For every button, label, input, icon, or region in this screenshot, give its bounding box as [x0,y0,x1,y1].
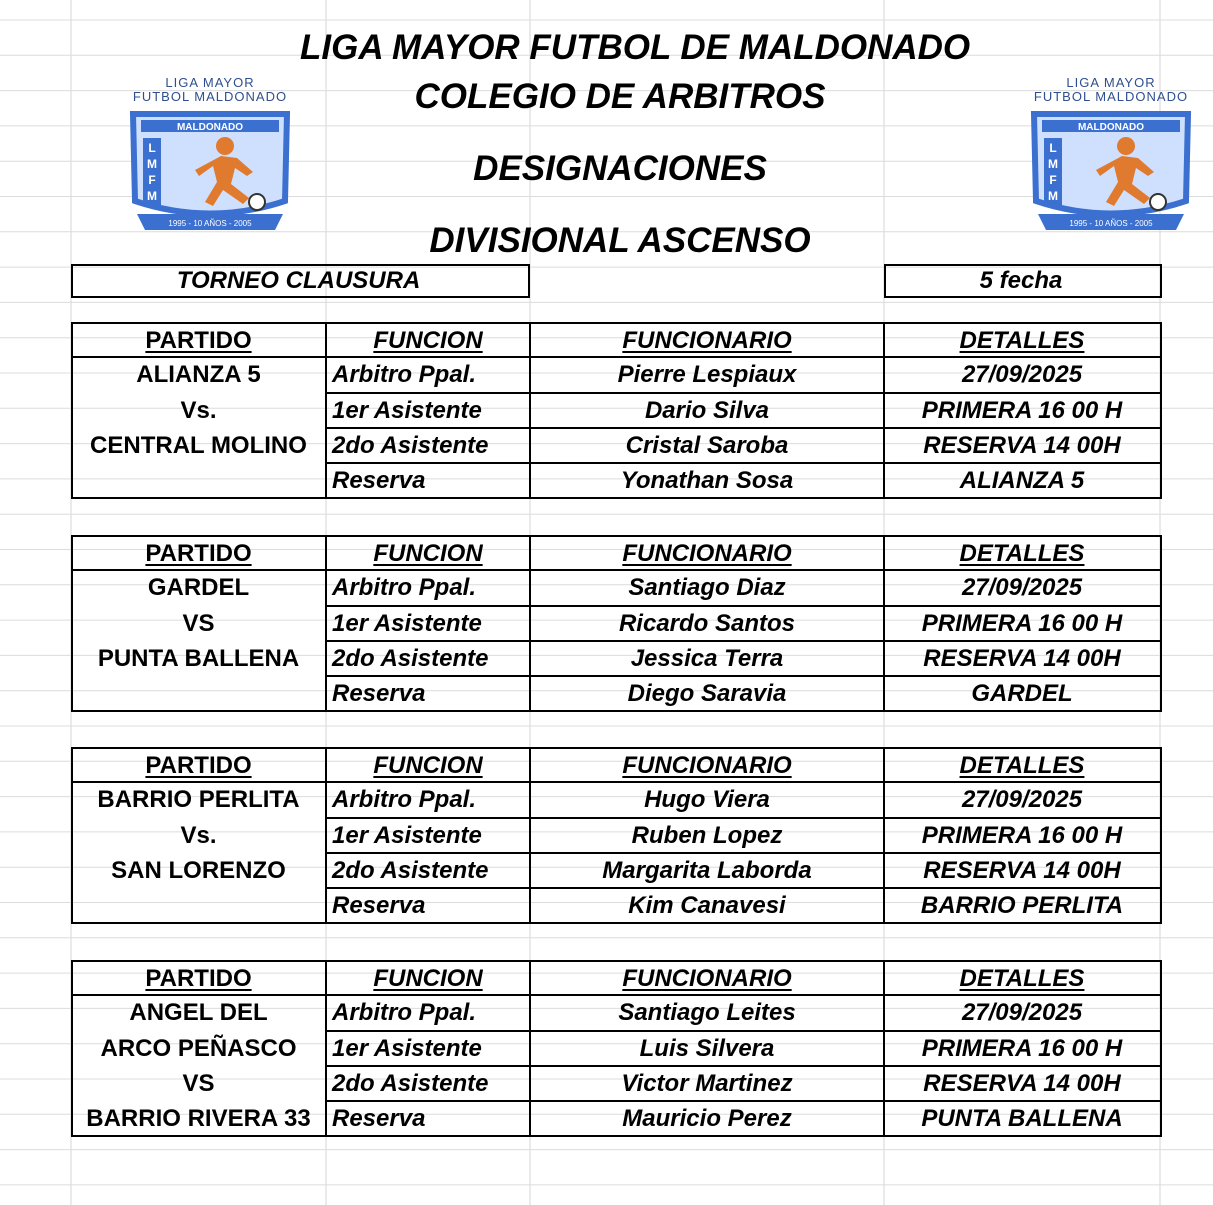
shield-emblem-icon [1026,106,1196,241]
funcionario-cell: Ruben Lopez [631,821,783,849]
logo-text-top: LIGA MAYOR [165,75,255,90]
detalles-cell: RESERVA 14 00H [923,856,1121,884]
partido-cell: ARCO PEÑASCO [100,1034,297,1062]
row-divider [326,675,1162,677]
partido-cell: ALIANZA 5 [136,361,261,389]
detalles-cell: RESERVA 14 00H [923,431,1121,459]
title-divisional: DIVISIONAL ASCENSO [429,221,811,260]
logo-banner-text: MALDONADO [176,122,244,133]
partido-cell: VS [182,1069,215,1097]
partido-cell: SAN LORENZO [111,856,286,884]
partido-cell: Vs. [180,821,217,849]
row-divider [326,1065,1162,1067]
funcionario-cell: Jessica Terra [630,644,784,672]
row-divider [71,356,1162,358]
detalles-cell: 27/09/2025 [961,361,1083,389]
detalles-cell: PRIMERA 16 00 H [921,1034,1123,1062]
detalles-cell: PRIMERA 16 00 H [921,396,1123,424]
logo-text-bottom: FUTBOL MALDONADO [1033,89,1189,104]
row-divider [326,887,1162,889]
funcionario-cell: Margarita Laborda [602,856,812,884]
detalles-cell: 27/09/2025 [961,574,1083,602]
logo-initial-3: F [1049,173,1057,187]
funcion-cell: 1er Asistente [332,821,482,849]
funcion-cell: 1er Asistente [332,1034,482,1062]
logo-initial-4: M [1048,189,1058,203]
logo-initial-1: L [1049,141,1057,155]
partido-cell: VS [182,609,215,637]
header-funcion: FUNCION [373,752,483,779]
partido-cell: Vs. [180,396,217,424]
funcion-cell: Reserva [332,680,426,708]
detalles-cell: PUNTA BALLENA [921,1105,1123,1133]
match-table-bottom-line [71,1135,1162,1137]
row-divider [326,427,1162,429]
logo-ribbon-text: 1995 - 10 AÑOS - 2005 [1069,219,1153,228]
tournament-name: TORNEO CLAUSURA [176,267,421,294]
funcion-cell: 1er Asistente [332,609,482,637]
funcionario-cell: Santiago Leites [618,999,796,1027]
match-table-bottom-line [71,710,1162,712]
funcionario-cell: Dario Silva [644,396,770,424]
partido-cell: CENTRAL MOLINO [90,431,307,459]
detalles-cell: 27/09/2025 [961,786,1083,814]
header-funcion: FUNCION [373,540,483,567]
title-liga: LIGA MAYOR FUTBOL DE MALDONADO [300,28,971,67]
row-divider [326,640,1162,642]
logo-initial-3: F [148,173,156,187]
header-partido: PARTIDO [145,965,252,992]
partido-cell: GARDEL [147,574,250,602]
title-designaciones: DESIGNACIONES [473,149,767,188]
funcion-cell: Arbitro Ppal. [332,999,477,1027]
row-divider [326,817,1162,819]
header-detalles: DETALLES [959,327,1085,354]
league-logo-right [1016,76,1206,246]
funcion-cell: 1er Asistente [332,396,482,424]
header-funcion: FUNCION [373,965,483,992]
row-divider [326,605,1162,607]
header-detalles: DETALLES [959,540,1085,567]
row-divider [71,994,1162,996]
header-partido: PARTIDO [145,327,252,354]
detalles-cell: RESERVA 14 00H [923,644,1121,672]
funcionario-cell: Diego Saravia [627,680,787,708]
funcionario-cell: Mauricio Perez [622,1105,792,1133]
header-funcionario: FUNCIONARIO [622,752,792,779]
funcionario-cell: Yonathan Sosa [620,467,794,495]
funcion-cell: Reserva [332,1105,426,1133]
funcionario-cell: Kim Canavesi [628,892,786,920]
logo-initial-1: L [148,141,156,155]
detalles-cell: RESERVA 14 00H [923,1069,1121,1097]
row-divider [326,462,1162,464]
funcionario-cell: Santiago Diaz [628,574,786,602]
funcion-cell: Arbitro Ppal. [332,786,477,814]
partido-cell: BARRIO PERLITA [97,786,300,814]
detalles-cell: PRIMERA 16 00 H [921,609,1123,637]
header-partido: PARTIDO [145,752,252,779]
match-table-bottom-line [71,497,1162,499]
detalles-cell: 27/09/2025 [961,999,1083,1027]
row-divider [326,1100,1162,1102]
partido-cell: PUNTA BALLENA [97,644,300,672]
funcion-cell: Reserva [332,892,426,920]
header-detalles: DETALLES [959,965,1085,992]
row-divider [71,781,1162,783]
detalles-cell: BARRIO PERLITA [920,892,1124,920]
tournament-round: 5 fecha [979,267,1063,294]
header-funcionario: FUNCIONARIO [622,965,792,992]
funcionario-cell: Luis Silvera [639,1034,775,1062]
header-funcion: FUNCION [373,327,483,354]
league-logo-left [115,76,305,246]
row-divider [326,1030,1162,1032]
header-partido: PARTIDO [145,540,252,567]
funcion-cell: 2do Asistente [332,856,489,884]
funcion-cell: Arbitro Ppal. [332,361,477,389]
funcionario-cell: Pierre Lespiaux [617,361,797,389]
header-detalles: DETALLES [959,752,1085,779]
detalles-cell: ALIANZA 5 [959,467,1085,495]
logo-initial-4: M [147,189,157,203]
logo-initial-2: M [147,157,157,171]
row-divider [326,392,1162,394]
detalles-cell: PRIMERA 16 00 H [921,821,1123,849]
title-colegio: COLEGIO DE ARBITROS [414,77,826,116]
logo-text-bottom: FUTBOL MALDONADO [132,89,288,104]
funcionario-cell: Cristal Saroba [625,431,789,459]
row-divider [326,852,1162,854]
ball-icon [1150,194,1166,210]
match-table-bottom-line [71,922,1162,924]
partido-cell: ANGEL DEL [129,999,268,1027]
funcionario-cell: Hugo Viera [644,786,770,814]
detalles-cell: GARDEL [971,680,1073,708]
funcion-cell: 2do Asistente [332,431,489,459]
funcion-cell: Arbitro Ppal. [332,574,477,602]
funcion-cell: 2do Asistente [332,1069,489,1097]
logo-text-top: LIGA MAYOR [1066,75,1156,90]
funcion-cell: 2do Asistente [332,644,489,672]
shield-emblem-icon [125,106,295,241]
funcionario-cell: Victor Martinez [621,1069,793,1097]
funcion-cell: Reserva [332,467,426,495]
row-divider [71,569,1162,571]
partido-cell: BARRIO RIVERA 33 [86,1105,311,1133]
logo-initial-2: M [1048,157,1058,171]
logo-ribbon-text: 1995 - 10 AÑOS - 2005 [168,219,252,228]
funcionario-cell: Ricardo Santos [618,609,796,637]
ball-icon [249,194,265,210]
header-funcionario: FUNCIONARIO [622,540,792,567]
logo-banner-text: MALDONADO [1077,122,1145,133]
header-funcionario: FUNCIONARIO [622,327,792,354]
